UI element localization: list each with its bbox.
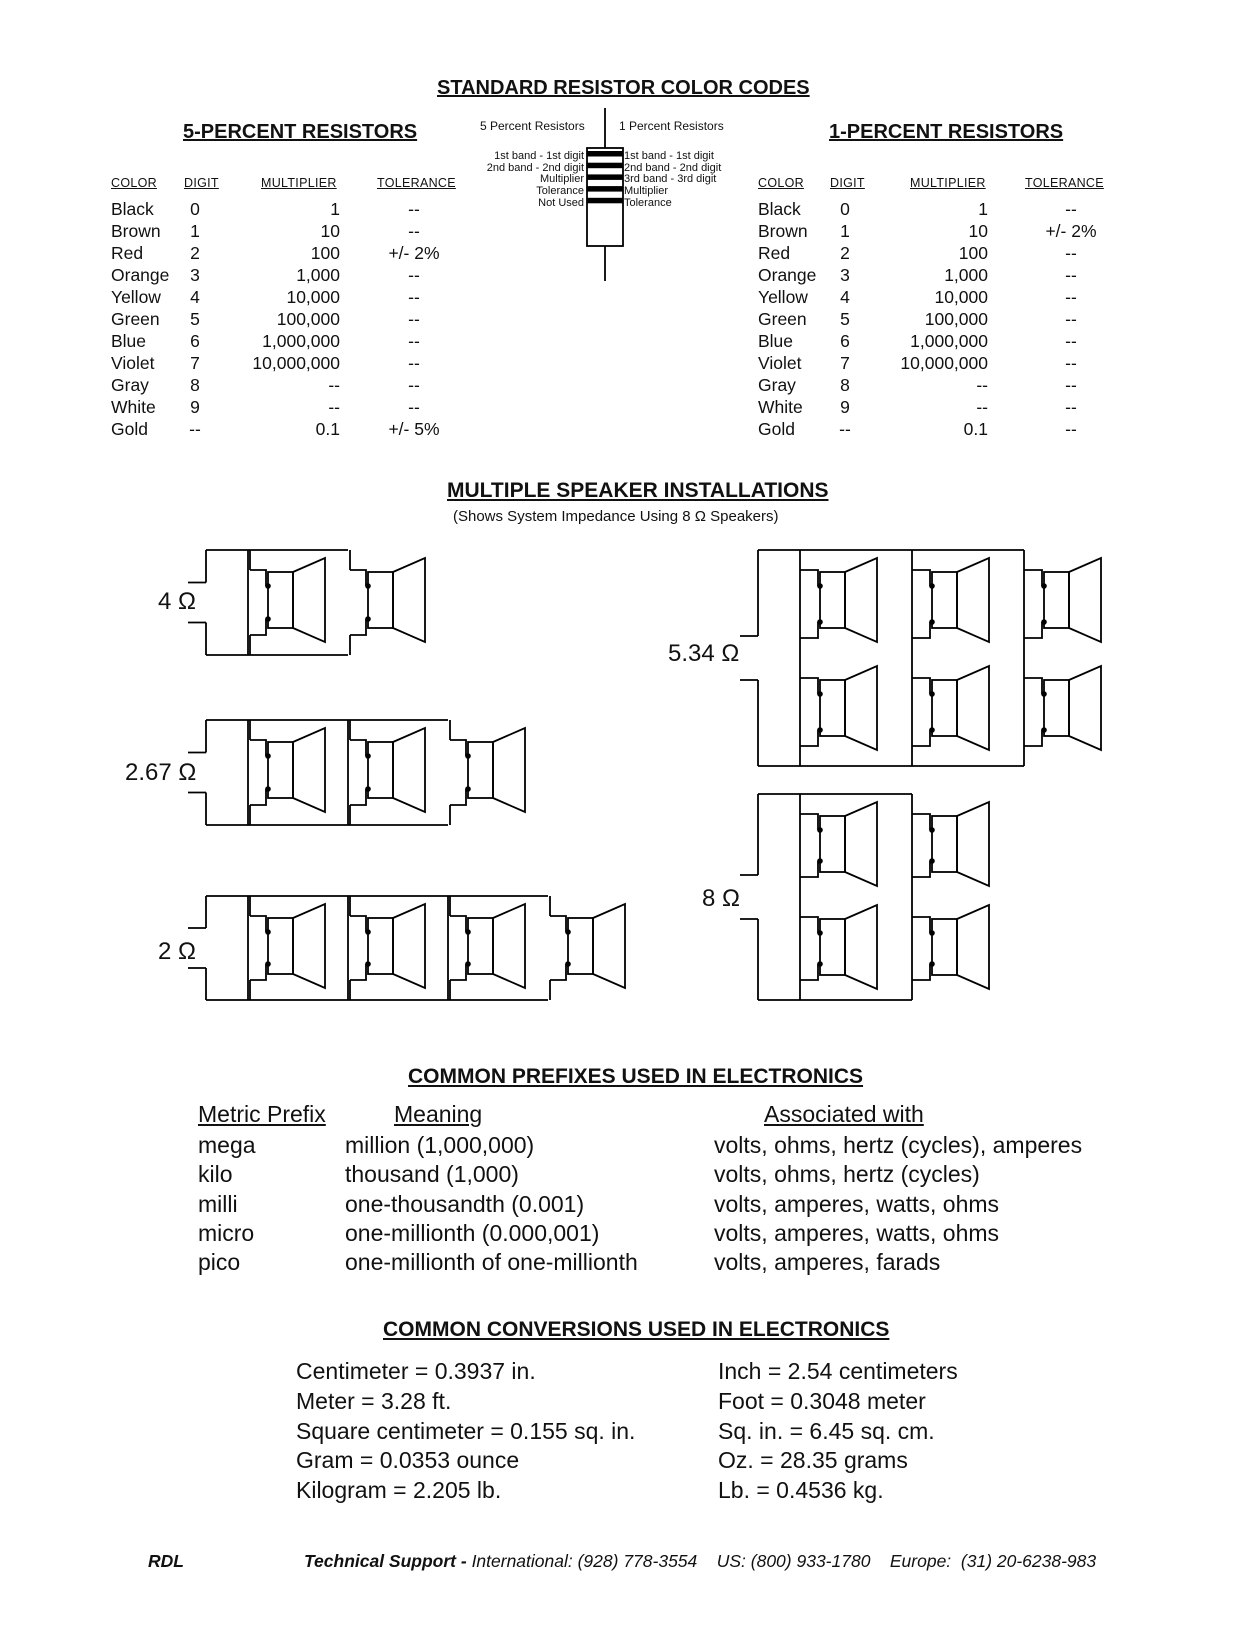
junction-dot (265, 583, 271, 589)
resistor-col-header: DIGIT (184, 176, 219, 190)
resistor-col-header: COLOR (111, 176, 157, 190)
junction-dot (465, 961, 471, 967)
speaker-magnet (820, 572, 845, 628)
resistor-cell: +/- 2% (1045, 220, 1097, 241)
resistor-cell: 1 (190, 220, 200, 241)
speaker-magnet (368, 918, 393, 974)
resistor-cell: 1,000 (296, 264, 340, 285)
prefix-cell: thousand (1,000) (345, 1161, 519, 1188)
resistor-cell: 1,000 (944, 264, 988, 285)
resistor-cell: -- (328, 396, 340, 417)
junction-dot (817, 727, 823, 733)
resistor-cell: 8 (190, 374, 200, 395)
speaker-magnet (268, 918, 293, 974)
resistor-cell: White (758, 396, 803, 417)
resistor-cell: 5 (190, 308, 200, 329)
prefix-cell: one-millionth of one-millionth (345, 1249, 638, 1276)
conversion-item: Gram = 0.0353 ounce (296, 1447, 520, 1474)
conversion-item: Square centimeter = 0.155 sq. in. (296, 1417, 636, 1444)
five-percent-header: 5 Percent Resistors (480, 119, 585, 133)
resistor-cell: 1 (978, 199, 988, 219)
resistor-cell: 3 (190, 264, 200, 285)
speakers-title: MULTIPLE SPEAKER INSTALLATIONS (447, 479, 829, 502)
five-percent-title: 5-PERCENT RESISTORS (183, 121, 418, 143)
resistor-cell: Blue (758, 330, 794, 351)
support-label: Technical Support - (304, 1551, 472, 1571)
resistor-col-header: TOLERANCE (377, 176, 456, 190)
prefix-cell: micro (198, 1219, 255, 1246)
speaker-cone (957, 802, 989, 886)
wire (1024, 570, 1042, 586)
resistor-cell: Green (111, 308, 160, 329)
junction-dot (365, 583, 371, 589)
resistor-cell: -- (408, 220, 420, 241)
resistor-cell: Yellow (758, 286, 808, 307)
conversion-item: Inch = 2.54 centimeters (718, 1358, 958, 1384)
resistor-cell: -- (408, 286, 420, 307)
wire (912, 622, 930, 638)
wire (800, 917, 818, 933)
prefix-cell: volts, ohms, hertz (cycles) (714, 1161, 980, 1188)
wire (350, 964, 366, 980)
junction-dot (265, 929, 271, 935)
speaker-magnet (1044, 572, 1069, 628)
conversion-item: Lb. = 0.4536 kg. (718, 1477, 884, 1504)
resistor-cell: White (111, 396, 156, 417)
wire (250, 570, 266, 586)
prefix-cell: million (1,000,000) (345, 1132, 535, 1158)
junction-dot (265, 786, 271, 792)
conversions-left (296, 1357, 635, 1506)
one-percent-header: 1 Percent Resistors (619, 119, 724, 133)
resistor-cell: 10 (320, 220, 340, 241)
speaker-cone (593, 904, 625, 988)
band-label: Not Used (538, 196, 584, 209)
conversions-title: COMMON CONVERSIONS USED IN ELECTRONICS (383, 1318, 890, 1341)
conversion-item: Oz. = 28.35 grams (718, 1447, 908, 1474)
speaker-cone (393, 904, 425, 988)
speaker-cone (493, 728, 525, 812)
resistor-cell: Red (111, 242, 144, 263)
prefixes-title: COMMON PREFIXES USED IN ELECTRONICS (408, 1065, 864, 1088)
junction-dot (929, 961, 935, 967)
band-label: 1st band - 1st digit (494, 150, 584, 162)
wire (450, 789, 466, 805)
speaker-cone (1069, 558, 1101, 642)
resistor-cell: 4 (840, 286, 850, 307)
resistor-cell: 5 (840, 308, 850, 329)
resistor-cell: -- (408, 330, 420, 351)
speaker-magnet (932, 816, 957, 872)
resistor-cell: 0.1 (315, 418, 340, 439)
junction-dot (265, 616, 271, 622)
resistor-cell: Red (758, 242, 791, 263)
wire (800, 814, 818, 830)
associated-col-header: Associated with (764, 1101, 924, 1127)
resistor-cell: -- (839, 418, 851, 439)
resistor-cell: 0 (840, 199, 850, 219)
speaker-cone (845, 802, 877, 886)
speaker-cone (1069, 666, 1101, 750)
resistor-cell: Violet (758, 352, 802, 373)
impedance-label-4: 4 Ω (158, 588, 196, 615)
wire (1024, 678, 1042, 694)
wire (350, 740, 366, 756)
resistor-cell: 9 (840, 396, 850, 417)
conversion-item: Meter = 3.28 ft. (296, 1387, 452, 1414)
conversion-item: Kilogram = 2.205 lb. (296, 1477, 502, 1504)
resistor-cell: Gold (111, 418, 148, 439)
resistor-cell: -- (408, 352, 420, 373)
junction-dot (929, 583, 935, 589)
speaker-magnet (932, 572, 957, 628)
resistor-cell: Orange (758, 264, 817, 285)
prefix-cell: volts, ohms, hertz (cycles), amperes (714, 1132, 1083, 1158)
prefix-cell: volts, amperes, farads (714, 1249, 941, 1276)
band-label: Multiplier (539, 173, 584, 186)
resistor-band (587, 163, 623, 169)
wire (912, 730, 930, 746)
prefix-cell: one-millionth (0.000,001) (345, 1219, 600, 1246)
wire (800, 678, 818, 694)
resistor-cell: 1,000,000 (910, 330, 988, 351)
wire (350, 619, 366, 635)
resistor-band (587, 198, 623, 204)
band-label: 2nd band - 2nd digit (486, 161, 584, 174)
junction-dot (265, 961, 271, 967)
junction-dot (1041, 619, 1047, 625)
impedance-label-2: 2 Ω (158, 938, 196, 965)
wire (1024, 622, 1042, 638)
wire (912, 964, 930, 980)
junction-dot (817, 691, 823, 697)
junction-dot (1041, 727, 1047, 733)
resistor-cell: Green (758, 308, 807, 329)
resistor-cell: 100 (310, 242, 340, 263)
wire (550, 964, 566, 980)
junction-dot (817, 930, 823, 936)
junction-dot (817, 827, 823, 833)
impedance-label-8: 8 Ω (702, 885, 740, 912)
resistor-cell: Gold (758, 418, 795, 439)
resistor-col-header: TOLERANCE (1025, 176, 1104, 190)
wire (350, 916, 366, 932)
resistor-cell: Gray (758, 374, 796, 395)
resistor-band (587, 151, 623, 157)
junction-dot (929, 619, 935, 625)
junction-dot (929, 930, 935, 936)
junction-dot (1041, 691, 1047, 697)
footer-brand: RDL (148, 1551, 184, 1571)
speaker-magnet (820, 816, 845, 872)
resistor-cell: Violet (111, 352, 155, 373)
speaker-cone (393, 558, 425, 642)
wire (450, 740, 466, 756)
prefix-cell: volts, amperes, watts, ohms (714, 1219, 1000, 1246)
junction-dot (565, 961, 571, 967)
resistor-cell: 3 (840, 264, 850, 285)
resistor-cell: 6 (190, 330, 200, 351)
resistor-cell: -- (1065, 352, 1077, 373)
junction-dot (817, 961, 823, 967)
junction-dot (265, 753, 271, 759)
speaker-magnet (268, 742, 293, 798)
resistor-cell: Yellow (111, 286, 161, 307)
wire (912, 861, 930, 877)
resistor-cell: Gray (111, 374, 149, 395)
prefix-cell: pico (198, 1249, 241, 1276)
prefix-cell: one-thousandth (0.001) (345, 1190, 585, 1217)
conversions-right (718, 1357, 958, 1506)
prefix-cell: milli (198, 1190, 238, 1217)
wire (250, 916, 266, 932)
meaning-col-header: Meaning (394, 1101, 483, 1127)
wire (912, 678, 930, 694)
speaker-cone (293, 904, 325, 988)
resistor-cell: Brown (758, 220, 808, 241)
resistor-cell: -- (1065, 396, 1077, 417)
wire (250, 740, 266, 756)
wire (250, 619, 266, 635)
junction-dot (929, 691, 935, 697)
speaker-cone (957, 666, 989, 750)
resistor-col-header: DIGIT (830, 176, 865, 190)
resistor-cell: 8 (840, 374, 850, 395)
resistor-band (587, 174, 623, 180)
resistor-cell: 0 (190, 199, 200, 219)
resistor-cell: 9 (190, 396, 200, 417)
junction-dot (465, 786, 471, 792)
resistor-cell: Blue (111, 330, 147, 351)
speaker-cone (845, 666, 877, 750)
resistor-cell: Brown (111, 220, 161, 241)
resistor-cell: -- (976, 374, 988, 395)
band-label: Tolerance (536, 185, 584, 198)
junction-dot (365, 616, 371, 622)
resistor-cell: -- (408, 396, 420, 417)
speaker-magnet (368, 572, 393, 628)
junction-dot (465, 929, 471, 935)
resistor-cell: Orange (111, 264, 170, 285)
wire (550, 916, 566, 932)
wire (800, 622, 818, 638)
resistor-col-header: MULTIPLIER (910, 176, 986, 190)
resistor-cell: -- (1065, 264, 1077, 285)
resistor-cell: -- (408, 199, 420, 219)
junction-dot (817, 858, 823, 864)
wire (800, 730, 818, 746)
wire (350, 570, 366, 586)
resistor-cell: 0.1 (963, 418, 988, 439)
impedance-label-5-34: 5.34 Ω (668, 640, 740, 667)
band-label: 2nd band - 2nd digit (624, 161, 722, 174)
resistor-cell: Black (111, 199, 154, 219)
footer-support (304, 1551, 1096, 1572)
resistor-cell: 100,000 (276, 308, 340, 329)
resistor-cell: 1,000,000 (262, 330, 340, 351)
junction-dot (465, 753, 471, 759)
wire (800, 964, 818, 980)
conversion-item: Centimeter = 0.3937 in. (296, 1358, 536, 1384)
resistor-cell: 100 (958, 242, 988, 263)
resistor-cell: 6 (840, 330, 850, 351)
wire (250, 789, 266, 805)
junction-dot (365, 961, 371, 967)
wire (800, 570, 818, 586)
resistor-cell: Black (758, 199, 801, 219)
resistor-cell: -- (976, 396, 988, 417)
speaker-cone (293, 728, 325, 812)
speaker-cone (845, 558, 877, 642)
speaker-magnet (568, 918, 593, 974)
speaker-cone (957, 558, 989, 642)
support-contacts: International: (928) 778-3554 US: (800) 933-1780 Europe: (31) 20-6238-983 (471, 1551, 1097, 1571)
speaker-magnet (932, 680, 957, 736)
wire (912, 814, 930, 830)
prefix-cell: volts, amperes, watts, ohms (714, 1190, 1000, 1217)
speaker-magnet (468, 918, 493, 974)
prefix-cell: kilo (198, 1161, 233, 1188)
resistor-band (587, 186, 623, 192)
junction-dot (817, 619, 823, 625)
resistor-cell: +/- 5% (388, 418, 440, 439)
wire (912, 570, 930, 586)
speaker-magnet (820, 680, 845, 736)
wire (450, 964, 466, 980)
wire (350, 789, 366, 805)
speaker-magnet (820, 919, 845, 975)
resistor-cell: -- (408, 264, 420, 285)
main-title: STANDARD RESISTOR COLOR CODES (437, 77, 810, 99)
resistor-cell: 10,000 (286, 286, 340, 307)
speaker-cone (493, 904, 525, 988)
speakers-subtitle: (Shows System Impedance Using 8 Ω Speakers) (453, 508, 779, 525)
resistor-cell: -- (1065, 242, 1077, 263)
wire (250, 964, 266, 980)
speaker-cone (293, 558, 325, 642)
speaker-cone (957, 905, 989, 989)
junction-dot (365, 786, 371, 792)
resistor-cell: 10,000,000 (252, 352, 340, 373)
resistor-cell: 1 (840, 220, 850, 241)
speaker-magnet (1044, 680, 1069, 736)
junction-dot (1041, 583, 1047, 589)
junction-dot (929, 827, 935, 833)
wire (450, 916, 466, 932)
resistor-cell: -- (1065, 418, 1077, 439)
resistor-cell: -- (1065, 330, 1077, 351)
junction-dot (929, 727, 935, 733)
speaker-cone (393, 728, 425, 812)
prefix-col-header: Metric Prefix (198, 1101, 326, 1127)
resistor-cell: -- (1065, 199, 1077, 219)
resistor-cell: 4 (190, 286, 200, 307)
resistor-cell: 10,000,000 (900, 352, 988, 373)
resistor-cell: -- (1065, 374, 1077, 395)
impedance-label-2-67: 2.67 Ω (125, 759, 197, 786)
resistor-cell: 7 (840, 352, 850, 373)
junction-dot (365, 929, 371, 935)
conversion-item: Foot = 0.3048 meter (718, 1387, 926, 1414)
wire (800, 861, 818, 877)
resistor-col-header: MULTIPLIER (261, 176, 337, 190)
band-label: Tolerance (624, 196, 672, 209)
speaker-magnet (268, 572, 293, 628)
resistor-cell: -- (1065, 286, 1077, 307)
resistor-cell: -- (408, 374, 420, 395)
resistor-cell: 1 (330, 199, 340, 219)
resistor-cell: 10 (968, 220, 988, 241)
resistor-cell: 2 (190, 242, 200, 263)
resistor-cell: -- (189, 418, 201, 439)
resistor-cell: 10,000 (934, 286, 988, 307)
band-label: 1st band - 1st digit (624, 150, 714, 162)
resistor-cell: -- (408, 308, 420, 329)
junction-dot (929, 858, 935, 864)
resistor-cell: +/- 2% (388, 242, 440, 263)
prefix-cell: mega (198, 1132, 256, 1158)
resistor-cell: -- (328, 374, 340, 395)
resistor-cell: -- (1065, 308, 1077, 329)
speaker-magnet (468, 742, 493, 798)
wire (912, 917, 930, 933)
junction-dot (365, 753, 371, 759)
wire (1024, 730, 1042, 746)
speaker-cone (845, 905, 877, 989)
resistor-col-header: COLOR (758, 176, 804, 190)
speaker-magnet (368, 742, 393, 798)
resistor-cell: 100,000 (924, 308, 988, 329)
junction-dot (817, 583, 823, 589)
one-percent-title: 1-PERCENT RESISTORS (829, 121, 1064, 143)
band-label: 3rd band - 3rd digit (624, 173, 717, 186)
resistor-cell: 2 (840, 242, 850, 263)
speaker-magnet (932, 919, 957, 975)
junction-dot (565, 929, 571, 935)
band-label: Multiplier (624, 185, 669, 198)
resistor-cell: 7 (190, 352, 200, 373)
conversion-item: Sq. in. = 6.45 sq. cm. (718, 1417, 935, 1444)
